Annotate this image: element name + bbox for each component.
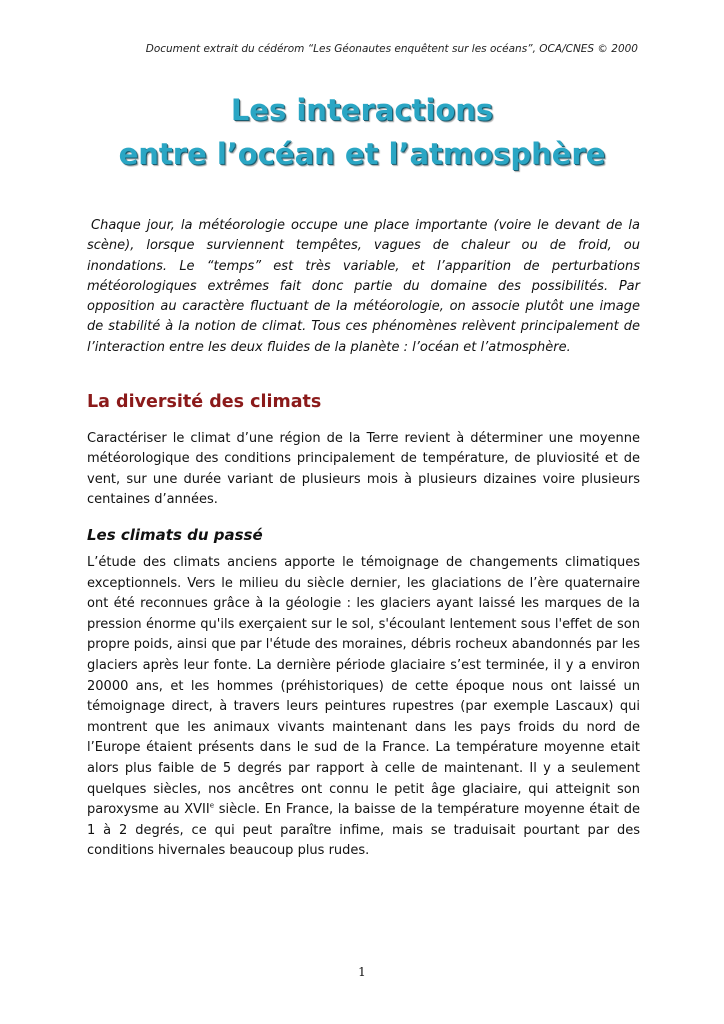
title-line-1: Les interactions [230, 93, 494, 127]
page-number: 1 [358, 965, 366, 979]
page-header: Document extrait du cédérom “Les Géonautes enquêtent sur les océans”, OCA/CNES © 2000 [145, 43, 638, 55]
section-heading-diversite: La diversité des climats [87, 392, 322, 412]
superscript-e: e [209, 801, 215, 810]
paragraph-text-part-1: L’étude des climats anciens apporte le témoignage de changements climatiques exceptionnels. Vers le milieu du siècle dernier, les glaciations de l’ère quaternaire ont été reconnues grâce à la géologie : les glaciers ayant laissé les marques de la pression énorme qu'ils exerçaient sur le sol, s'écoulant lentement sous l'effet de son propre poids, ainsi que par l'étude des moraines, débris rocheux abandonnés par les glaciers après leur fonte. La dernière période glaciaire s’est terminée, il y a environ 20000 ans, et les hommes (préhistoriques) de cette époque nous ont laissé un témoignage direct, à travers leurs peintures rupestres (par exemple Lascaux) qui montrent que les animaux vivants maintenant dans les pays froids du nord de l’Europe étaient présents dans le sud de la France. La température moyenne etait alors plus faible de 5 degrés par rapport à celle de maintenant. Il y a seulement quelques siècles, nos ancêtres ont connu le petit âge glaciaire, qui atteignit son paroxysme au XVII [87, 555, 640, 818]
title-line-2: entre l’océan et l’atmosphère [118, 137, 606, 171]
intro-paragraph: Chaque jour, la météorologie occupe une place importante (voire le devant de la scène), lorsque surviennent tempêtes, vagues de chaleur ou de froid, ou inondations. Le “temps” est très variable, et l’apparition de perturbations météorologiques extrêmes fait donc partie du domaine des possibilités. Par opposition au caractère fluctuant de la météorologie, on associe plutôt une image de stabilité à la notion de climat. Tous ces phénomènes relèvent principalement de l’interaction entre les deux fluides de la planète : l’océan et l’atmosphère. [87, 218, 640, 355]
paragraph-text-part-2: siècle. En France, la baisse de la température moyenne était de 1 à 2 degrés, ce qui peut paraître infime, mais se traduisait pourtant par des conditions hivernales beaucoup plus rudes. [87, 802, 641, 859]
section-paragraph-diversite: Caractériser le climat d’une région de la Terre revient à déterminer une moyenne météorologique des conditions principalement de température, de pluviosité et de vent, sur une durée variant de plusieurs mois à plusieurs dizaines voire plusieurs centaines d’années. [87, 431, 640, 507]
page-title [0, 88, 724, 176]
section-heading-climats-passe: Les climats du passé [87, 526, 263, 544]
section-paragraph-climats-passe [87, 553, 640, 862]
